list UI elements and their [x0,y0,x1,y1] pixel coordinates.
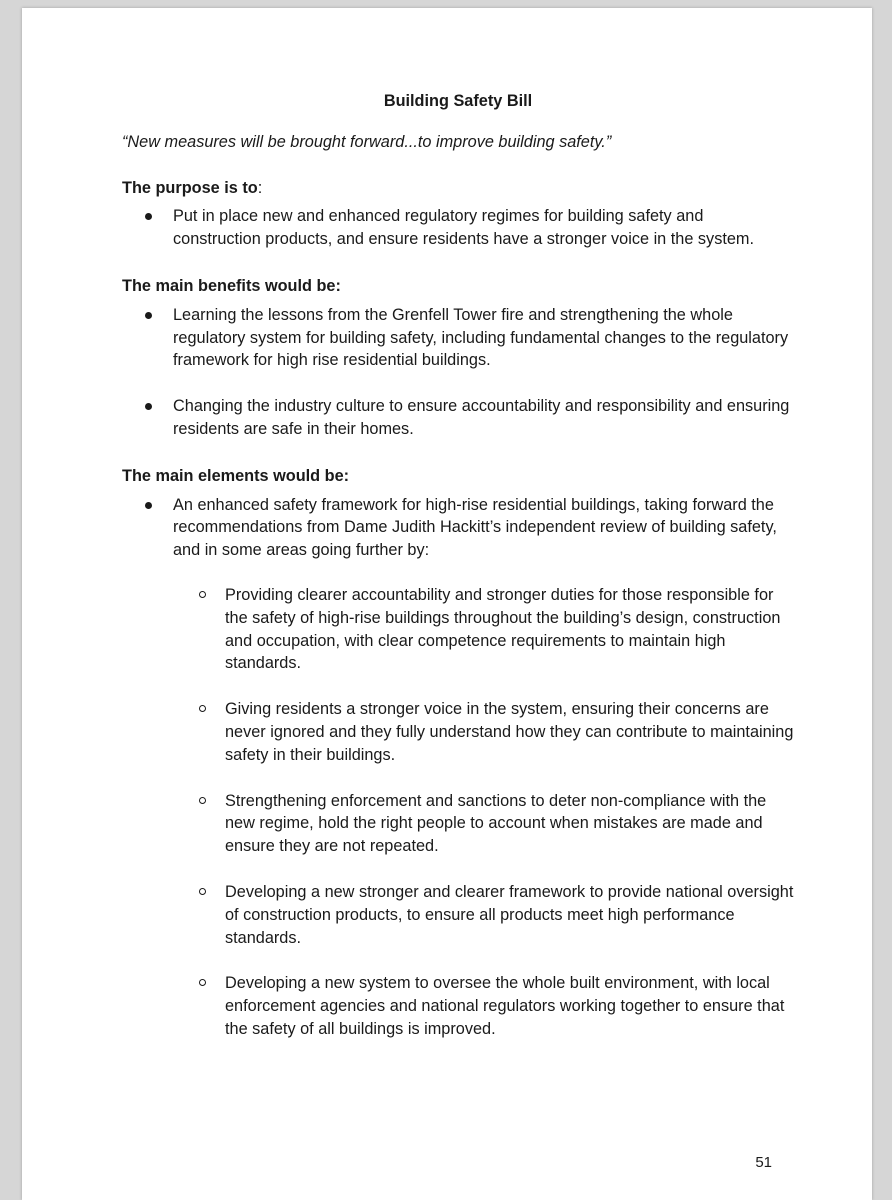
element-sub-list [173,584,794,1041]
element-sub-item-text: Providing clearer accountability and stronger duties for those responsible for the safety of high-rise buildings throughout the building’s design, construction and occupation, with clear competence requirements to maintain high standards. [225,585,781,673]
hollow-circle-bullet-icon [199,797,206,804]
purpose-heading-colon: : [257,178,263,197]
purpose-list [122,205,794,251]
element-sub-item-text: Developing a new stronger and clearer framework to provide national oversight of construction products, to ensure all products meet high performance standards. [225,882,794,947]
elements-heading: The main elements would be: [122,466,350,485]
element-sub-item-text: Giving residents a stronger voice in the system, ensuring their concerns are never ignored and they fully understand how they can contribute to maintaining safety in their buildings. [225,700,794,764]
bullet-icon [145,213,152,220]
purpose-item-text: Put in place new and enhanced regulatory regimes for building safety and construction products, and ensure residents have a stronger voice in the system. [173,207,755,249]
element-sub-item [173,881,794,949]
purpose-item [122,205,794,251]
page-number: 51 [755,1154,772,1171]
element-item [122,494,794,1041]
element-sub-item [173,584,794,675]
document-page [22,8,872,1200]
hollow-circle-bullet-icon [199,591,206,598]
bullet-icon [145,403,152,410]
elements-list [122,494,794,1041]
opening-quote: “New measures will be brought forward...to improve building safety.” [122,132,612,151]
element-sub-item-text: Developing a new system to oversee the whole built environment, with local enforcement agencies and national regulators working together to ensure that the safety of all buildings is improved. [225,974,785,1038]
bullet-icon [145,312,152,319]
element-sub-item [173,698,794,766]
benefit-item [122,395,794,441]
bullet-icon [145,502,152,509]
element-sub-item-text: Strengthening enforcement and sanctions to deter non-compliance with the new regime, hold the right people to account when mistakes are made and ensure they are not repeated. [225,791,767,856]
hollow-circle-bullet-icon [199,888,206,895]
purpose-heading [122,177,794,200]
benefit-item [122,304,794,372]
element-sub-item [173,972,794,1040]
benefit-item-text: Changing the industry culture to ensure accountability and responsibility and ensuring residents are safe in their homes. [173,397,790,438]
element-item-text: An enhanced safety framework for high-rise residential buildings, taking forward the recommendations from Dame Judith Hackitt’s independent review of building safety, and in some areas going further by: [173,495,777,560]
element-sub-item [173,790,794,858]
benefits-list [122,304,794,441]
benefit-item-text: Learning the lessons from the Grenfell Tower fire and strengthening the whole regulatory system for building safety, including fundamental changes to the regulatory framework for high rise residential buildings. [173,305,789,370]
document-title: Building Safety Bill [383,92,533,110]
benefits-heading: The main benefits would be: [122,276,341,295]
purpose-heading-text: The purpose is to [122,178,258,197]
hollow-circle-bullet-icon [199,705,206,712]
hollow-circle-bullet-icon [199,979,206,986]
page-content [122,90,794,1065]
